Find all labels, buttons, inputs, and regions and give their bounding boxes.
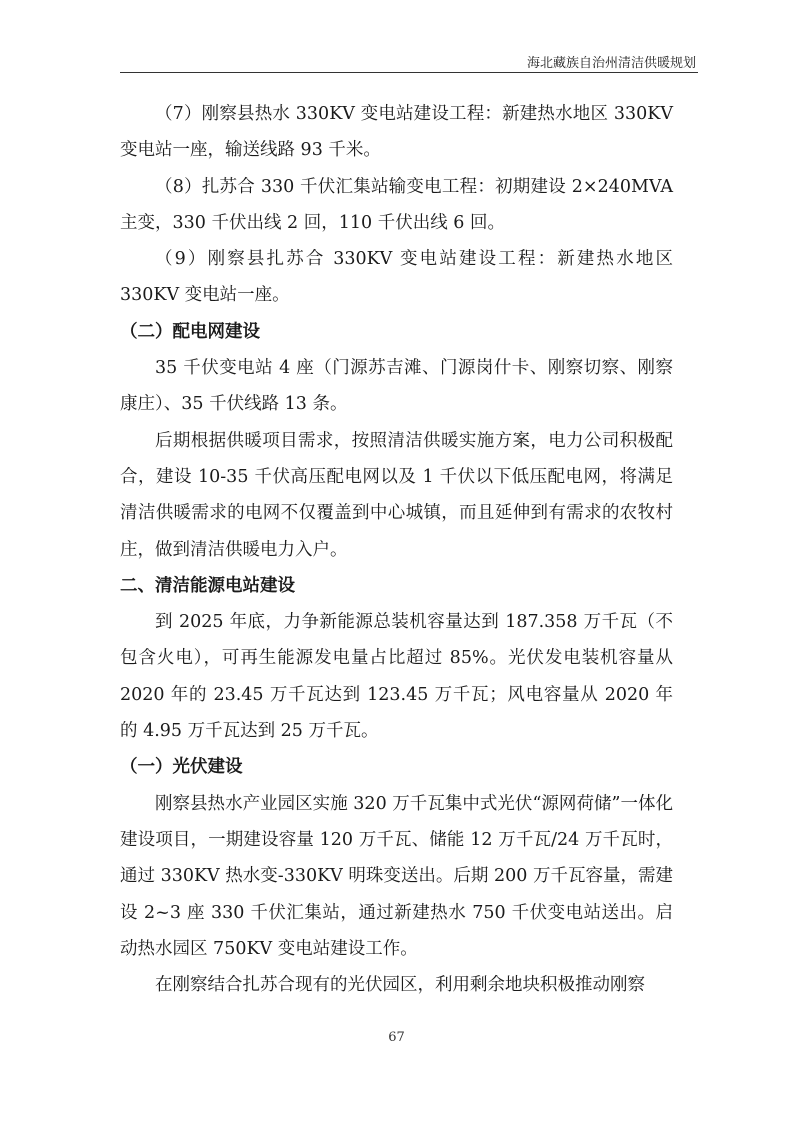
section-heading-distribution-grid: （二）配电网建设 (120, 321, 260, 342)
paragraph-reshui-pv: 刚察县热水产业园区实施 320 万千瓦集中式光伏“源网荷储”一体化建设项目，一期建设容量 120 万千瓦、储能 12 万千瓦/24 万千瓦时，通过 330KV 热水变-330KV 明珠变送出。后期 200 万千瓦容量，需建设 2~3 座 330 千伏汇集站，通过新建热水 750 千伏变电站送出。启动热水园区 750KV 变电站建设工作。 (120, 793, 673, 959)
header-rule (120, 72, 698, 73)
paragraph-zhasuhe-pv: 在刚察结合扎苏合现有的光伏园区，利用剩余地块积极推动刚察 (155, 975, 645, 996)
page-number: 67 (388, 1030, 405, 1045)
section-heading-photovoltaic: （一）光伏建设 (120, 757, 243, 778)
paragraph-later-grid: 后期根据供暖项目需求，按照清洁供暖实施方案，电力公司积极配合，建设 10-35 千伏高压配电网以及 1 千伏以下低压配电网，将满足清洁供暖需求的电网不仅覆盖到中心城镇，而且延伸到有需求的农牧村庄，做到清洁供暖电力入户。 (120, 430, 673, 560)
page-body (120, 96, 679, 1003)
paragraph-project-8: （8）扎苏合 330 千伏汇集站输变电工程：初期建设 2×240MVA 主变，330 千伏出线 2 回，110 千伏出线 6 回。 (120, 176, 679, 233)
paragraph-project-7: （7）刚察县热水 330KV 变电站建设工程：新建热水地区 330KV 变电站一座，输送线路 93 千米。 (120, 104, 679, 161)
paragraph-project-9: （9）刚察县扎苏合 330KV 变电站建设工程：新建热水地区 330KV 变电站一座。 (120, 249, 679, 306)
paragraph-substations: 35 千伏变电站 4 座（门源苏吉滩、门源岗什卡、刚察切察、刚察康庄）、35 千伏线路 13 条。 (120, 358, 673, 415)
section-heading-clean-energy: 二、清洁能源电站建设 (120, 575, 295, 596)
paragraph-2025-target: 到 2025 年底，力争新能源总装机容量达到 187.358 万千瓦（不包含火电），可再生能源发电量占比超过 85%。光伏发电装机容量从 2020 年的 23.45 万千瓦达到 123.45 万千瓦；风电容量从 2020 年的 4.95 万千瓦达到 25 万千瓦。 (120, 612, 679, 742)
running-header: 海北藏族自治州清洁供暖规划 (526, 56, 696, 71)
